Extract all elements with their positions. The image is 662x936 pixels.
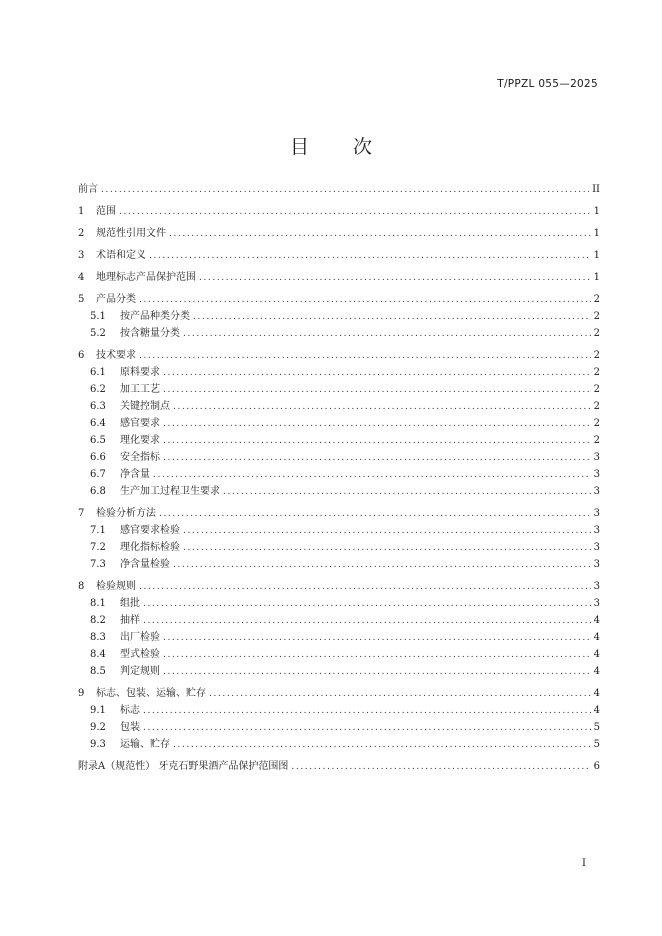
toc-entry-label: 术语和定义 bbox=[96, 250, 146, 261]
toc-leader-dots bbox=[163, 630, 591, 647]
toc-entry-page: 4 bbox=[593, 705, 600, 716]
toc-entry-number: 3 bbox=[78, 250, 85, 261]
toc-entry-page: 2 bbox=[593, 367, 600, 378]
toc-leader-dots bbox=[163, 664, 591, 681]
toc-entry[interactable] bbox=[78, 415, 600, 432]
toc-entry-label: 标志、包装、运输、贮存 bbox=[96, 688, 206, 699]
toc-entry-number: 8.3 bbox=[90, 632, 106, 643]
toc-entry-number: 6.6 bbox=[90, 452, 106, 463]
toc-entry-page: 4 bbox=[593, 649, 600, 660]
toc-entry[interactable] bbox=[78, 203, 600, 220]
toc-entry-page: 2 bbox=[593, 418, 600, 429]
toc-entry-number: 5 bbox=[78, 294, 85, 305]
toc-entry-page: 3 bbox=[593, 581, 600, 592]
toc-entry-page: 2 bbox=[593, 384, 600, 395]
toc-entry-page: 2 bbox=[593, 294, 600, 305]
toc-entry-label: 理化指标检验 bbox=[120, 542, 180, 553]
toc-leader-dots bbox=[163, 365, 591, 382]
toc-entry-page: 3 bbox=[593, 486, 600, 497]
toc-entry-number: 1 bbox=[78, 206, 85, 217]
toc-entry-page: 1 bbox=[593, 206, 600, 217]
toc-entry[interactable] bbox=[78, 381, 600, 398]
document-code: T/PPZL 055—2025 bbox=[497, 78, 598, 90]
toc-entry-page: 4 bbox=[593, 615, 600, 626]
toc-entry-page: 3 bbox=[593, 559, 600, 570]
toc-entry[interactable] bbox=[78, 432, 600, 449]
toc-entry-number: 9 bbox=[78, 688, 85, 699]
toc-entry[interactable] bbox=[78, 466, 600, 483]
toc-entry-label: 型式检验 bbox=[120, 649, 160, 660]
toc-entry-label: 安全指标 bbox=[120, 452, 160, 463]
page-number: I bbox=[582, 858, 586, 869]
toc-entry[interactable] bbox=[78, 449, 600, 466]
toc-leader-dots bbox=[183, 540, 591, 557]
page-title bbox=[0, 132, 662, 159]
toc-leader-dots bbox=[149, 248, 591, 265]
toc-entry-label: 检验规则 bbox=[96, 581, 136, 592]
toc-leader-dots bbox=[139, 348, 591, 365]
toc-entry-label: 抽样 bbox=[120, 615, 140, 626]
toc-entry-page: 3 bbox=[593, 542, 600, 553]
toc-entry[interactable] bbox=[78, 325, 600, 342]
toc-leader-dots bbox=[223, 484, 591, 501]
toc-entry[interactable] bbox=[78, 291, 600, 308]
toc-entry[interactable] bbox=[78, 505, 600, 522]
toc-entry-page: II bbox=[592, 184, 600, 195]
toc-entry[interactable] bbox=[78, 719, 600, 736]
toc-entry[interactable] bbox=[78, 522, 600, 539]
toc-entry-label: 附录A（规范性） 牙克石野果酒产品保护范围图 bbox=[78, 761, 289, 772]
toc-leader-dots bbox=[173, 557, 591, 574]
toc-leader-dots bbox=[183, 326, 591, 343]
toc-entry-number: 7.1 bbox=[90, 525, 106, 536]
toc-entry-label: 理化要求 bbox=[120, 435, 160, 446]
toc-entry[interactable] bbox=[78, 612, 600, 629]
toc-entry[interactable] bbox=[78, 269, 600, 286]
toc-entry[interactable] bbox=[78, 702, 600, 719]
toc-leader-dots bbox=[163, 382, 591, 399]
toc-entry-number: 5.2 bbox=[90, 328, 106, 339]
title-part-1: 目 bbox=[289, 136, 309, 158]
toc-entry-page: 5 bbox=[593, 739, 600, 750]
toc-entry-page: 5 bbox=[593, 722, 600, 733]
toc-leader-dots bbox=[163, 647, 591, 664]
toc-entry-label: 组批 bbox=[120, 598, 140, 609]
toc-entry[interactable] bbox=[78, 398, 600, 415]
toc-entry-number: 9.2 bbox=[90, 722, 106, 733]
toc-entry-number: 9.3 bbox=[90, 739, 106, 750]
toc-leader-dots bbox=[101, 182, 589, 199]
toc-leader-dots bbox=[173, 737, 591, 754]
toc-entry[interactable] bbox=[78, 347, 600, 364]
toc-entry-label: 感官要求 bbox=[120, 418, 160, 429]
toc-leader-dots bbox=[199, 270, 591, 287]
toc-entry-number: 6.3 bbox=[90, 401, 106, 412]
toc-entry[interactable] bbox=[78, 578, 600, 595]
toc-leader-dots bbox=[163, 416, 591, 433]
toc-entry-label: 按含糖量分类 bbox=[120, 328, 180, 339]
toc-entry-page: 3 bbox=[593, 469, 600, 480]
toc-entry[interactable] bbox=[78, 539, 600, 556]
toc-entry-label: 原料要求 bbox=[120, 367, 160, 378]
toc-entry-label: 判定规则 bbox=[120, 666, 160, 677]
toc-entry-page: 2 bbox=[593, 350, 600, 361]
toc-leader-dots bbox=[173, 399, 591, 416]
toc-leader-dots bbox=[209, 686, 591, 703]
toc-entry-page: 1 bbox=[593, 272, 600, 283]
toc-entry-page: 2 bbox=[593, 328, 600, 339]
toc-leader-dots bbox=[163, 450, 591, 467]
table-of-contents bbox=[78, 181, 600, 775]
toc-leader-dots bbox=[143, 720, 591, 737]
toc-entry[interactable] bbox=[78, 308, 600, 325]
toc-leader-dots bbox=[153, 467, 591, 484]
toc-entry-label: 标志 bbox=[120, 705, 140, 716]
toc-entry-number: 4 bbox=[78, 272, 85, 283]
toc-entry-page: 1 bbox=[593, 250, 600, 261]
toc-leader-dots bbox=[183, 523, 591, 540]
title-part-2: 次 bbox=[353, 136, 373, 158]
toc-entry-label: 包装 bbox=[120, 722, 140, 733]
toc-leader-dots bbox=[143, 613, 591, 630]
toc-leader-dots bbox=[193, 309, 591, 326]
toc-entry-label: 净含量检验 bbox=[120, 559, 170, 570]
toc-entry-number: 2 bbox=[78, 228, 85, 239]
toc-entry-label: 关键控制点 bbox=[120, 401, 170, 412]
toc-leader-dots bbox=[291, 759, 590, 776]
toc-entry-page: 3 bbox=[593, 525, 600, 536]
toc-entry-number: 8.1 bbox=[90, 598, 106, 609]
toc-entry[interactable] bbox=[78, 556, 600, 573]
toc-entry-number: 6 bbox=[78, 350, 85, 361]
toc-entry-page: 2 bbox=[593, 311, 600, 322]
toc-entry-number: 6.1 bbox=[90, 367, 106, 378]
toc-entry[interactable] bbox=[78, 364, 600, 381]
toc-entry-number: 8 bbox=[78, 581, 85, 592]
toc-entry[interactable] bbox=[78, 483, 600, 500]
toc-entry-page: 6 bbox=[593, 761, 600, 772]
toc-entry-label: 地理标志产品保护范围 bbox=[96, 272, 196, 283]
toc-entry-number: 8.2 bbox=[90, 615, 106, 626]
toc-entry-page: 3 bbox=[593, 598, 600, 609]
toc-entry-page: 1 bbox=[593, 228, 600, 239]
toc-leader-dots bbox=[163, 433, 591, 450]
toc-entry-number: 8.5 bbox=[90, 666, 106, 677]
toc-entry-number: 6.2 bbox=[90, 384, 106, 395]
toc-entry-number: 9.1 bbox=[90, 705, 106, 716]
toc-entry[interactable] bbox=[78, 663, 600, 680]
toc-entry-number: 6.7 bbox=[90, 469, 106, 480]
toc-leader-dots bbox=[169, 226, 591, 243]
toc-entry-label: 产品分类 bbox=[96, 294, 136, 305]
toc-entry-number: 6.5 bbox=[90, 435, 106, 446]
toc-entry[interactable] bbox=[78, 685, 600, 702]
toc-entry-number: 6.4 bbox=[90, 418, 106, 429]
toc-leader-dots bbox=[143, 703, 591, 720]
toc-entry-label: 技术要求 bbox=[96, 350, 136, 361]
toc-entry-label: 净含量 bbox=[120, 469, 150, 480]
toc-entry-label: 感官要求检验 bbox=[120, 525, 180, 536]
toc-entry-label: 前言 bbox=[78, 184, 98, 195]
toc-entry-page: 4 bbox=[593, 666, 600, 677]
toc-entry[interactable] bbox=[78, 629, 600, 646]
toc-entry[interactable] bbox=[78, 225, 600, 242]
toc-leader-dots bbox=[139, 579, 591, 596]
toc-entry-label: 生产加工过程卫生要求 bbox=[120, 486, 220, 497]
toc-entry-label: 规范性引用文件 bbox=[96, 228, 166, 239]
toc-entry-label: 检验分析方法 bbox=[96, 508, 156, 519]
toc-entry[interactable] bbox=[78, 595, 600, 612]
toc-entry-label: 范围 bbox=[96, 206, 116, 217]
toc-entry[interactable] bbox=[78, 247, 600, 264]
toc-entry[interactable] bbox=[78, 736, 600, 753]
toc-entry[interactable] bbox=[78, 646, 600, 663]
toc-entry-label: 加工工艺 bbox=[120, 384, 160, 395]
toc-leader-dots bbox=[119, 204, 591, 221]
toc-leader-dots bbox=[159, 506, 591, 523]
toc-entry[interactable] bbox=[78, 181, 600, 198]
toc-entry-label: 出厂检验 bbox=[120, 632, 160, 643]
toc-entry-number: 7.3 bbox=[90, 559, 106, 570]
toc-entry-page: 4 bbox=[593, 688, 600, 699]
toc-leader-dots bbox=[143, 596, 591, 613]
toc-entry-number: 7.2 bbox=[90, 542, 106, 553]
toc-entry-number: 6.8 bbox=[90, 486, 106, 497]
toc-entry-page: 2 bbox=[593, 401, 600, 412]
toc-entry-number: 8.4 bbox=[90, 649, 106, 660]
toc-entry-page: 2 bbox=[593, 435, 600, 446]
toc-entry-label: 按产品种类分类 bbox=[120, 311, 190, 322]
toc-leader-dots bbox=[139, 292, 591, 309]
toc-entry-page: 3 bbox=[593, 452, 600, 463]
toc-entry-label: 运输、贮存 bbox=[120, 739, 170, 750]
toc-entry-page: 3 bbox=[593, 508, 600, 519]
toc-entry-page: 4 bbox=[593, 632, 600, 643]
toc-entry-number: 7 bbox=[78, 508, 85, 519]
toc-entry[interactable] bbox=[78, 758, 600, 775]
toc-entry-number: 5.1 bbox=[90, 311, 106, 322]
